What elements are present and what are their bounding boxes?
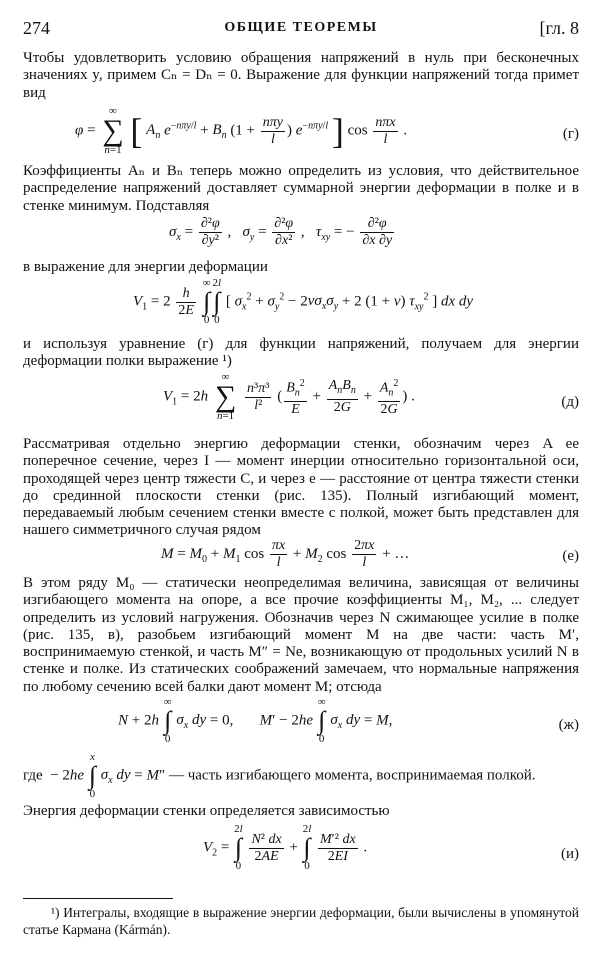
where-line bbox=[23, 752, 579, 802]
equation-g bbox=[23, 106, 579, 158]
running-title: ОБЩИЕ ТЕОРЕМЫ bbox=[224, 20, 378, 35]
where-word: где bbox=[23, 767, 43, 784]
equation-i-body: $V_2$ = 2l ∫ 0 $\frac{\text{N² dx}}{2AE}$ + 2l ∫ 0 $\frac{\text{M′² dx}}{2EI}$ . bbox=[203, 823, 368, 872]
paragraph-8: Энергия деформации стенки определяется зависимостью bbox=[23, 803, 390, 819]
equation-e bbox=[23, 538, 579, 574]
equation-stress-components bbox=[23, 216, 579, 256]
paragraph-6: В этом ряду M₀ — статически неопределимая величина, зависящая от величины изгибающего момента на опоре, а все прочие коэффициенты M₁, M₂, ... следует определить из условий нагружения. Обозначив через N сжимающее усилие в полке (рис. 135, в), разобьем изгибающий момент M на две части: часть M′, воспринимаемую стенкой, и часть M″ = Ne, возникающую от продольных усилий N в стенке и полке. Из статических соображений замечаем, что нормальные напряжения по любому сечению всей балки дают момент M; отсюда bbox=[23, 575, 579, 695]
paragraph-2: Коэффициенты Aₙ и Bₙ теперь можно определить из условия, что действительное распределение напряжений доставляет суммарной энергии деформации в полке и в стенке минимум. Подставляя bbox=[23, 163, 579, 214]
equation-d-tag: (д) bbox=[561, 394, 579, 410]
equation-zh bbox=[23, 697, 579, 751]
equation-d bbox=[23, 372, 579, 432]
paragraph-1: Чтобы удовлетворить условию обращения напряжений в нуль при бесконечных значениях y, примем Cₙ = Dₙ = 0. Выражение для функции напряжений тогда примет вид bbox=[23, 50, 579, 101]
equation-zh-tag: (ж) bbox=[558, 717, 579, 733]
equation-i-tag: (и) bbox=[560, 846, 579, 862]
paragraph-3: в выражение для энергии деформации bbox=[23, 259, 268, 275]
paragraph-5: Рассматривая отдельно энергию деформации стенки, обозначим через A ее поперечное сечение, через I — момент инерции относительно горизонтальной оси, проходящей через центр тяжести C, и через e — расстояние от центра тяжести стенки до срединной плоскости стенки (рис. 135). Полный изгибающий момент, передаваемый любым сечением стенки вместе с полкой, может быть представлен для нашего симметричного случая рядом bbox=[23, 436, 579, 539]
equation-e-body: $M = M_0 + M_1$ cos $\frac{\pi x}{l}$ + $M_2$ cos $\frac{2\pi x}{l}$ + … bbox=[161, 538, 410, 570]
stress-components-body: $\sigma_x$ = $\frac{\text{∂²φ}}{\text{∂y²}}$ , $\sigma_y$ = $\frac{\text{∂²φ}}{\text{∂x²}}$ , $\tau_{xy}$ = − $\frac{\text{∂²φ}}{\partial x \partial y}$ bbox=[169, 216, 393, 248]
equation-d-body: $V_1 = 2h$ ∞ ∑ n=1 $\frac{\text{n³π³}}{\text{l²}}$ ( $\frac{B_n^2}{E}$ + $\frac{A_nB_n}{2G}$ + $\frac{A_n^2}{2G}$ ) . bbox=[163, 371, 415, 422]
where-continuation: — часть изгибающего момента, воспринимаемая полкой. bbox=[168, 767, 536, 784]
equation-i bbox=[23, 824, 579, 884]
chapter-marker: [гл. 8 bbox=[539, 18, 579, 38]
equation-e-tag: (е) bbox=[562, 548, 579, 564]
v1-integral-body: $V_1 = 2$ $\frac{h}{2E}$ ∞ ∫ 0 2l ∫ 0 [ $\sigma_x^2 + \sigma_y^2 - 2\nu\sigma_x\sigma_y + 2$ (1 + ν) $\tau_{xy}^2$ ] dx dy bbox=[133, 277, 474, 326]
equation-zh-body: N + 2h ∞ ∫ 0 $\sigma_x$ dy = 0, M′ − 2he ∞ ∫ 0 $\sigma_x$ dy = M, bbox=[118, 696, 393, 745]
where-line-body: где − 2he x ∫ 0 $\sigma_x$ dy = M″ — часть изгибающего момента, воспринимаемая полкой. bbox=[23, 751, 536, 800]
equation-g-tag: (г) bbox=[562, 126, 579, 142]
page-header bbox=[23, 18, 579, 40]
footnote: ¹) Интегралы, входящие в выражение энергии деформации, были вычислены в упомянутой статье Кармана (Kármán). bbox=[23, 905, 579, 937]
equation-g-body: φ = ∞ ∑ n=1 [ $A_n$ $e^{-n\pi y/l} + B_n$ (1 + $\frac{\text{nπy}}{l}$ ) $e^{-n\pi y/l}$ ] cos $\frac{\text{nπx}}{l}$ . bbox=[75, 105, 408, 156]
page-number: 274 bbox=[23, 18, 50, 38]
footnote-rule bbox=[23, 898, 173, 899]
paragraph-4: и используя уравнение (г) для функции напряжений, получаем для энергии деформации полки выражение ¹) bbox=[23, 336, 579, 370]
equation-v1-integral bbox=[23, 278, 579, 338]
